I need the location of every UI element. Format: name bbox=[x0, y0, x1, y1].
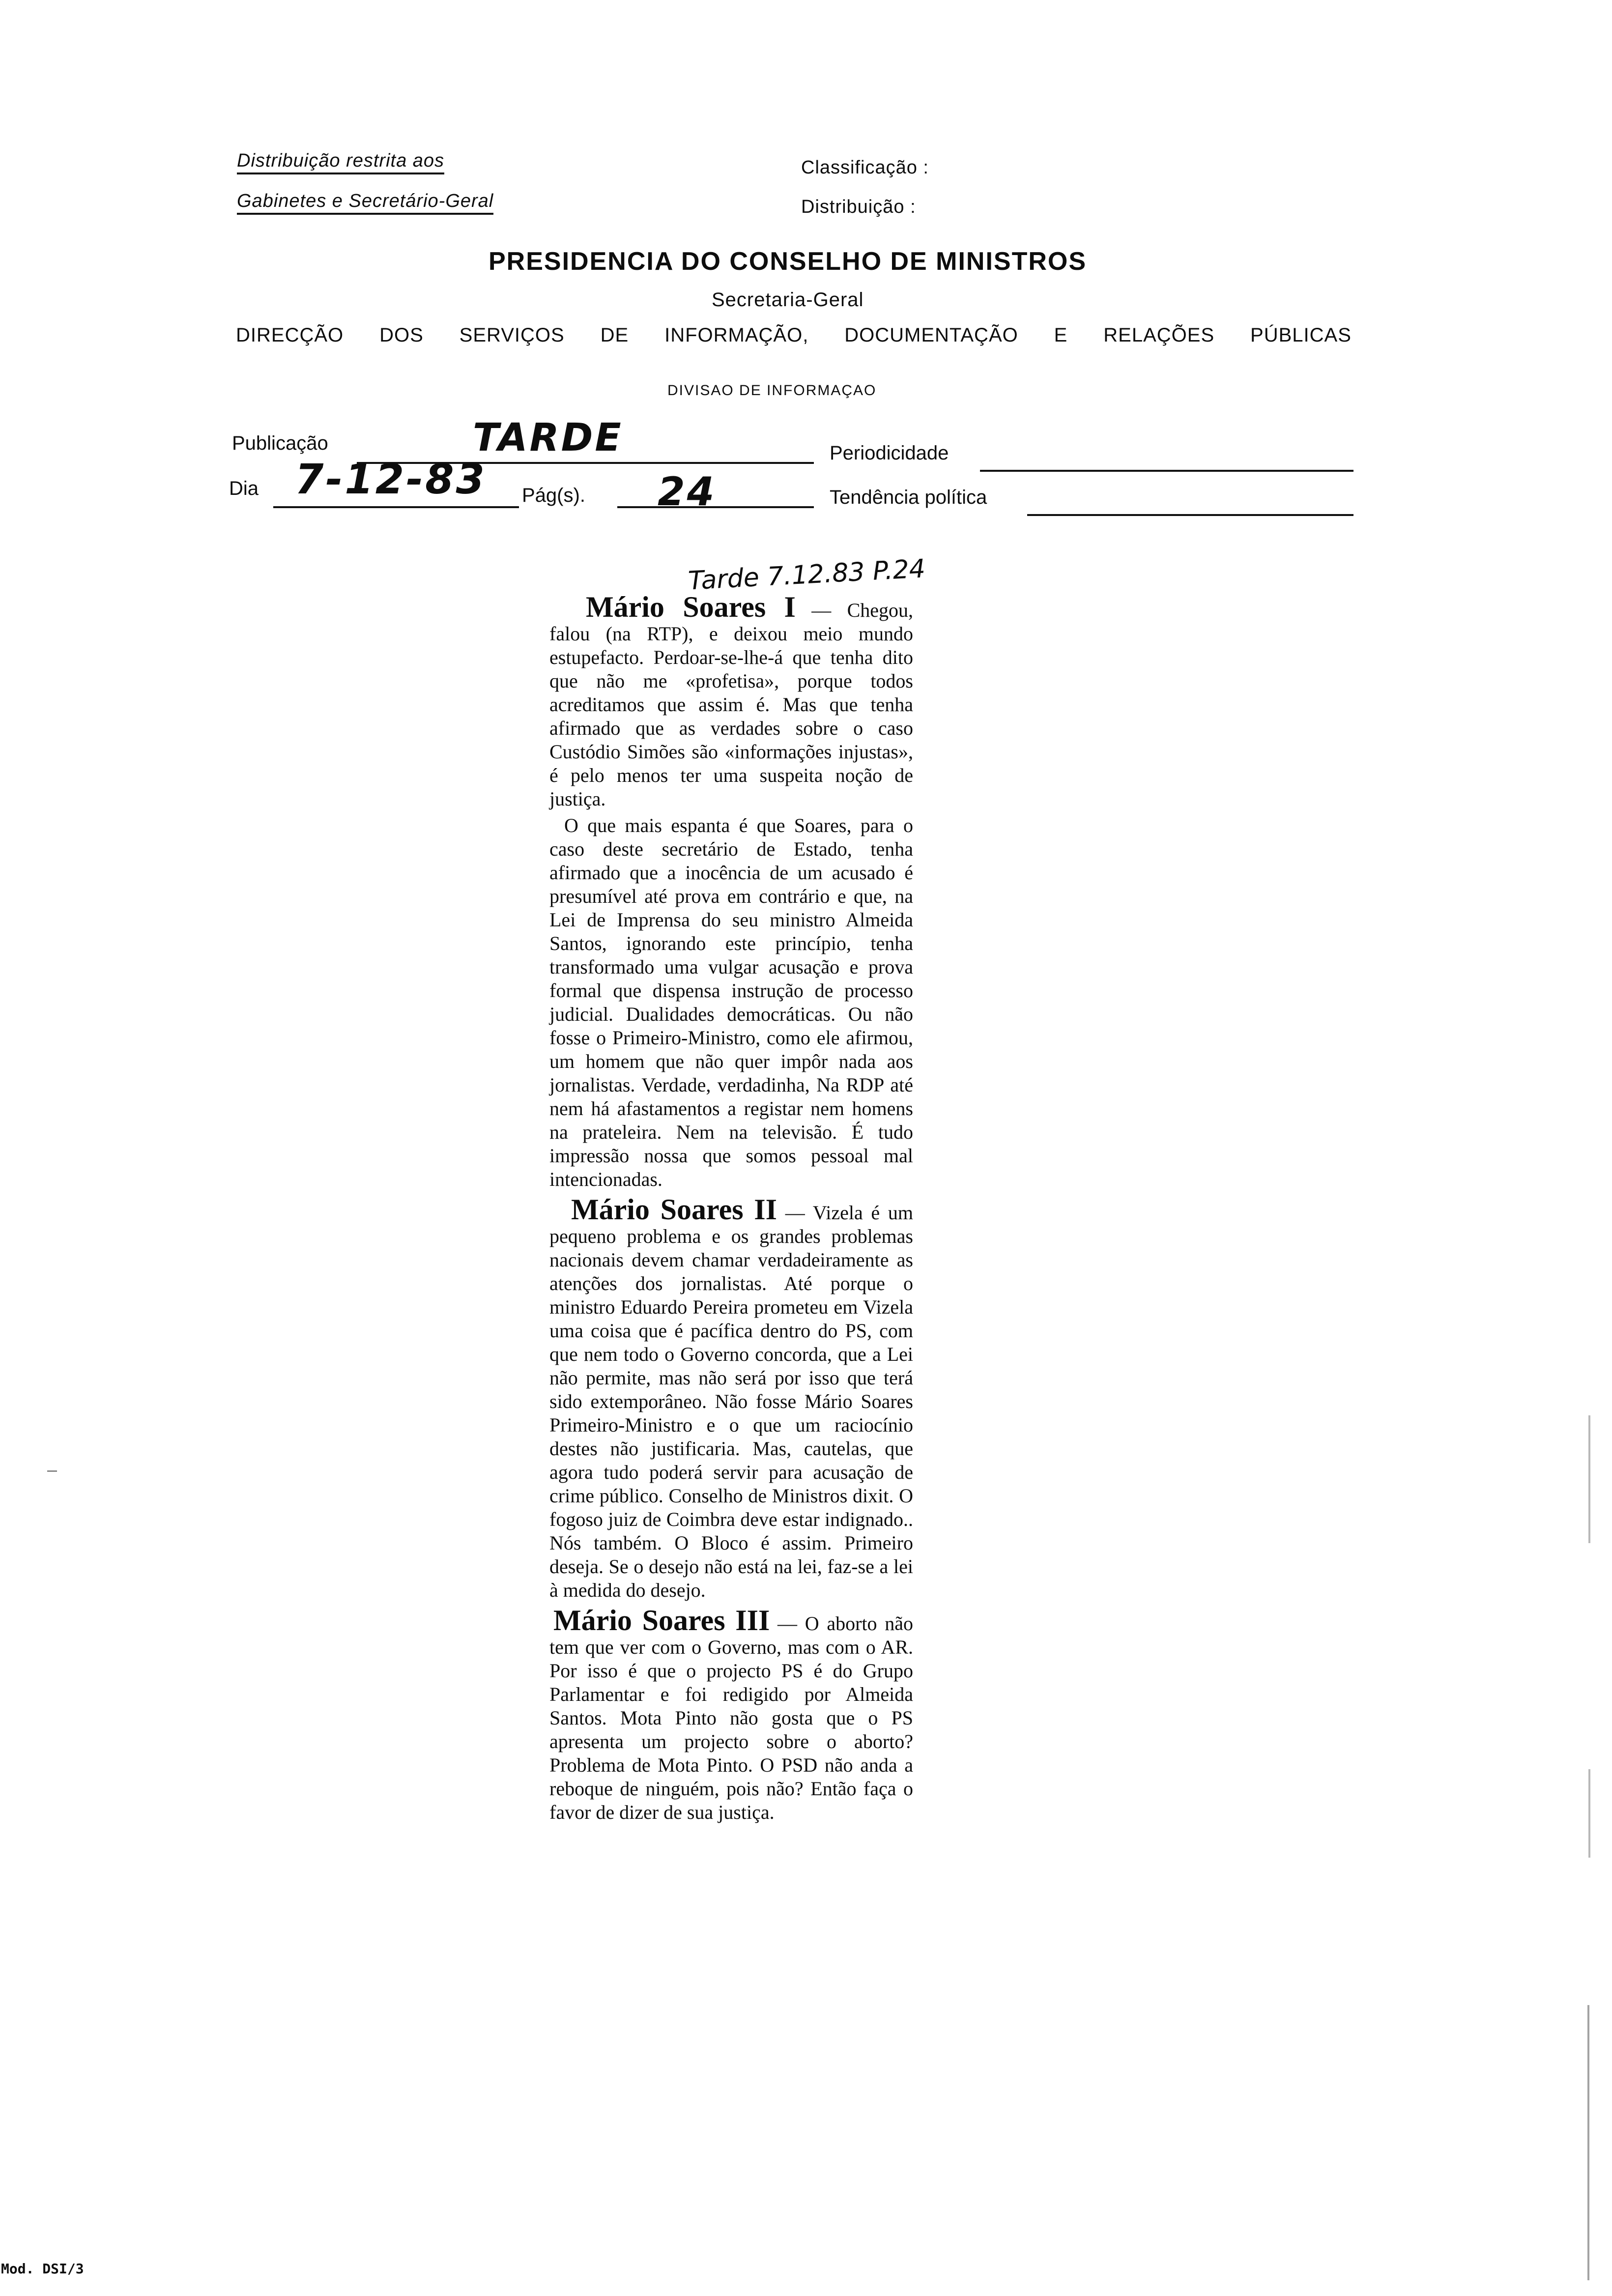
directorate-word: DOCUMENTAÇÃO bbox=[844, 324, 1018, 346]
page-subtitle: Secretaria-Geral bbox=[712, 289, 864, 311]
publicacao-label: Publicação bbox=[232, 432, 328, 454]
article-paragraph bbox=[549, 1605, 913, 1824]
directorate-word: SERVIÇOS bbox=[459, 324, 565, 346]
form-code: Mod. DSI/3 bbox=[1, 2261, 84, 2277]
article-paragraph: O que mais espanta é que Soares, para o caso deste secretário de Estado, tenha afirmado que a inocência de um acusado é presumível até prova em contrário e que, na Lei de Imprensa do seu ministro Almeida Santos, ignorando este princípio, tenha transformado uma vulgar acusação e prova formal que dispensa instrução de processo judicial. Dualidades democráticas. Ou não fosse o Primeiro-Ministro, como ele afirmou, um homem que não quer impôr nada aos jornalistas. Verdade, verdadinha, Na RDP até nem há afastamentos a registar nem homens na prateleira. Nem na televisão. É tudo impressão nossa que somos pessoal mal intencionadas. bbox=[549, 814, 913, 1190]
periodicidade-label: Periodicidade bbox=[830, 442, 949, 464]
article-paragraph bbox=[549, 592, 913, 811]
scan-artifact bbox=[1588, 1415, 1590, 1543]
classificacao-label: Classificação : bbox=[801, 157, 929, 178]
paragraph-text: — Vizela é um pequeno problema e os grandes problemas nacionais devem chamar verdadeiramente as atenções dos jornalistas. Até porque o ministro Eduardo Pereira prometeu em Vizela uma coisa que é pacífica dentro do PS, com que nem todo o Governo concorda, que a Lei não permite, mas não será por isso que terá sido extemporâneo. Não fosse Mário Soares Primeiro-Ministro e o que um raciocínio destes não justificaria. Mas, cautelas, que agora tudo poderá servir para acusação de crime público. Conselho de Ministros dixit. O fogoso juiz de Coimbra deve estar indignado.. Nós também. O Bloco é assim. Primeiro deseja. Se o desejo não está na lei, faz-se a lei à medida do desejo. bbox=[549, 1202, 914, 1601]
dia-label: Dia bbox=[229, 478, 259, 499]
directorate-word: DIRECÇÃO bbox=[236, 324, 344, 346]
directorate-line bbox=[236, 324, 1352, 346]
distribution-line-1: Distribuição restrita aos bbox=[237, 150, 444, 174]
scan-artifact bbox=[1587, 2005, 1589, 2280]
pags-label: Pág(s). bbox=[522, 485, 585, 506]
handwritten-annotation: Tarde 7.12.83 P.24 bbox=[687, 554, 926, 596]
paragraph-text: — Chegou, falou (na RTP), e deixou meio mundo estupefacto. Perdoar-se-lhe-á que tenha dito que não me «profetisa», porque todos acreditamos que assim é. Mas que tenha afirmado que as verdades sobre o caso Custódio Simões são «informações injustas», é pelo menos ter uma suspeita noção de justiça. bbox=[549, 599, 913, 810]
distribuicao-label: Distribuição : bbox=[801, 197, 916, 217]
tendencia-label: Tendência política bbox=[830, 487, 987, 508]
section-heading: Mário Soares II bbox=[571, 1193, 777, 1226]
directorate-word: E bbox=[1054, 324, 1068, 346]
division-label: DIVISAO DE INFORMAÇAO bbox=[667, 382, 877, 399]
directorate-word: DOS bbox=[379, 324, 424, 346]
directorate-word: RELAÇÕES bbox=[1103, 324, 1215, 346]
dia-handwritten: 7-12-83 bbox=[295, 455, 487, 503]
pags-handwritten: 24 bbox=[658, 469, 717, 515]
article-paragraph bbox=[549, 1194, 913, 1602]
directorate-word: PÚBLICAS bbox=[1250, 324, 1352, 346]
article-clipping bbox=[549, 575, 913, 1827]
scan-artifact bbox=[47, 1470, 57, 1472]
distribution-line-2: Gabinetes e Secretário-Geral bbox=[237, 191, 493, 215]
periodicidade-line bbox=[980, 470, 1353, 472]
publicacao-handwritten: TARDE bbox=[473, 416, 623, 460]
section-heading: Mário Soares III bbox=[553, 1604, 770, 1636]
directorate-word: INFORMAÇÃO, bbox=[664, 324, 809, 346]
paragraph-text: — O aborto não tem que ver com o Governo, mas com o AR. Por isso é que o projecto PS é do Grupo Parlamentar e foi redigido por Almeida Santos. Mota Pinto não gosta que o PS apresenta um projecto sobre o aborto? Problema de Mota Pinto. O PSD não anda a reboque de ninguém, pois não? Então faça o favor de dizer de sua justiça. bbox=[549, 1612, 914, 1823]
section-heading: Mário Soares I bbox=[586, 591, 796, 623]
directorate-word: DE bbox=[600, 324, 629, 346]
dia-line bbox=[273, 506, 519, 508]
page-title: PRESIDENCIA DO CONSELHO DE MINISTROS bbox=[489, 247, 1087, 276]
scan-artifact bbox=[1588, 1769, 1590, 1858]
tendencia-line bbox=[1027, 514, 1353, 516]
